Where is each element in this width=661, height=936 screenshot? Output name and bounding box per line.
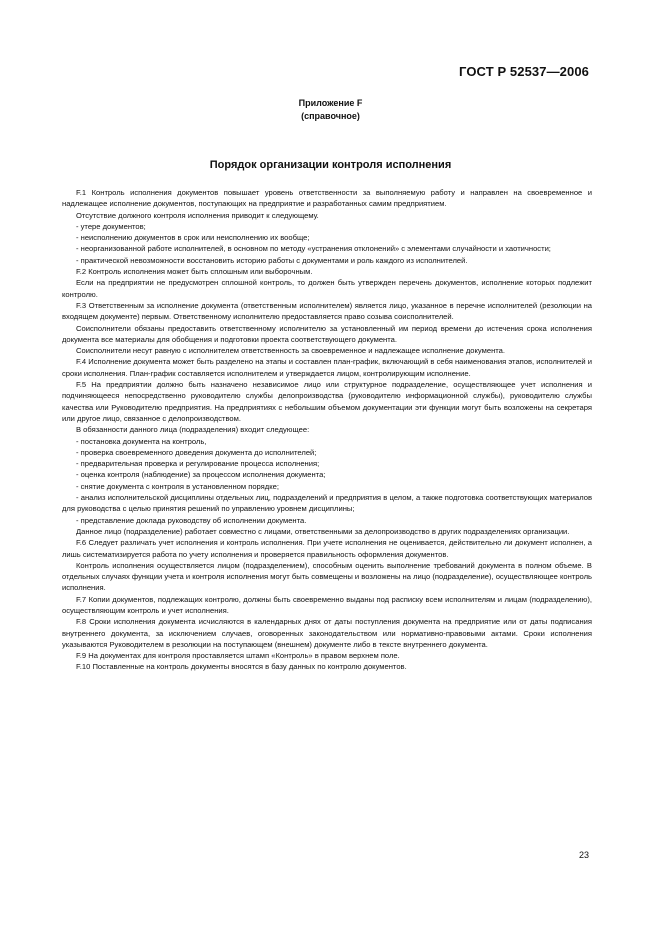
paragraph: - оценка контроля (наблюдение) за процессом исполнения документа; — [76, 470, 326, 480]
paragraph: - представление доклада руководству об исполнении документа. — [76, 515, 307, 525]
paragraph: Данное лицо (подразделение) работает совместно с лицами, ответственными за делопроизводство в других подразделениях организации. — [76, 526, 570, 536]
paragraph: Соисполнители несут равную с исполнителем ответственность за своевременное и надлежащее исполнение документа. — [76, 346, 506, 356]
paragraph: F.8 Сроки исполнения документа исчисляются в календарных днях от даты поступления документа на предприятие или от даты подписания внутреннего документа, за исключением случаев, оговоренных законодательством или нормативно-правовыми актами. Сроки исполнения указываются Руководителем в резолюции на поступающем (внешнем) документе либо в тексте внутреннего документа. — [62, 617, 592, 649]
body-text — [62, 187, 592, 673]
paragraph: В обязанности данного лица (подразделения) входит следующее: — [76, 425, 310, 435]
paragraph: F.9 На документах для контроля проставляется штамп «Контроль» в правом верхнем поле. — [76, 651, 400, 661]
paragraph: - предварительная проверка и регулирование процесса исполнения; — [76, 459, 320, 469]
paragraph: - неисполнению документов в срок или неисполнению их вообще; — [76, 233, 310, 243]
paragraph: - утере документов; — [76, 221, 146, 231]
paragraph: F.6 Следует различать учет исполнения и контроль исполнения. При учете исполнения не оценивается, действительно ли документ исполнен, а лишь систематизируется работа по учету исполнения и проверяется правильность оформления документов. — [62, 538, 592, 559]
paragraph: F.4 Исполнение документа может быть разделено на этапы и составлен план-график, включающий в себя наименования этапов, исполнителей и сроки исполнения. План-график составляется исполнителем и утверждается лицом, контролирующим исполнение. — [62, 357, 592, 378]
paragraph: - снятие документа с контроля в установленном порядке; — [76, 481, 279, 491]
paragraph: Если на предприятии не предусмотрен сплошной контроль, то должен быть утвержден перечень документов, исполнение которых подлежит контролю. — [62, 278, 592, 299]
appendix-label: Приложение F — [298, 98, 363, 108]
paragraph: - постановка документа на контроль, — [76, 436, 207, 446]
paragraph: - практической невозможности восстановить историю работы с документами и роль каждого из исполнителей. — [76, 255, 468, 265]
paragraph: - проверка своевременного доведения документа до исполнителей; — [76, 447, 317, 457]
page-number: 23 — [578, 850, 589, 860]
section-title: Порядок организации контроля исполнения — [209, 159, 452, 171]
paragraph: Отсутствие должного контроля исполнения приводит к следующему. — [76, 210, 319, 220]
appendix-heading — [0, 97, 661, 123]
paragraph: F.7 Копии документов, подлежащих контролю, должны быть своевременно выданы под расписку всем исполнителям и лицам (подразделению), осуществляющим контроль и учет исполнения. — [62, 594, 592, 615]
appendix-type: (справочное) — [301, 111, 360, 121]
paragraph: F.10 Поставленные на контроль документы вносятся в базу данных по контролю документов. — [76, 662, 407, 672]
paragraph: F.5 На предприятии должно быть назначено независимое лицо или структурное подразделение, осуществляющее учет исполнения и подчиняющееся непосредственно руководителю службы делопроизводства (руководителю информационной службы), руководителю службы качества или Руководителю предприятия. На предприятиях с небольшим объемом документации эти функции могут быть возложены на секретаря или другое лицо, связанное с делопроизводством. — [62, 380, 592, 423]
paragraph: F.1 Контроль исполнения документов повышает уровень ответственности за выполняемую работу и направлен на своевременное и надлежащее исполнение документов, поступающих на предприятие и разработанных самим предприятием. — [62, 188, 592, 209]
document-code: ГОСТ Р 52537—2006 — [459, 64, 589, 79]
paragraph: Контроль исполнения осуществляется лицом (подразделением), способным оценить выполнение требований документа в полном объеме. В отдельных случаях функции учета и контроля исполнения могут быть совмещены и возложены на лицо (подразделение), осуществляющее контроль исполнения. — [62, 560, 592, 593]
paragraph: Соисполнители обязаны предоставить ответственному исполнителю за установленный им период времени до истечения срока исполнения документа все материалы для обобщения и подготовки проекта соответствующего документа. — [62, 323, 592, 344]
paragraph: - анализ исполнительской дисциплины отдельных лиц, подразделений и предприятия в целом, а также подготовка соответствующих материалов для руководства с целью принятия решений по управлению уровнем дисциплины; — [62, 493, 592, 514]
paragraph: F.3 Ответственным за исполнение документа (ответственным исполнителем) является лицо, указанное в перечне исполнителей (резолюции на входящем документе) первым. Ответственному исполнителю предоставляется право созыва соисполнителей. — [62, 300, 592, 322]
paragraph: F.2 Контроль исполнения может быть сплошным или выборочным. — [76, 267, 313, 277]
paragraph: - неорганизованной работе исполнителей, в основном по методу «устранения отклонений» с элементами случайности и хаотичности; — [76, 244, 551, 254]
